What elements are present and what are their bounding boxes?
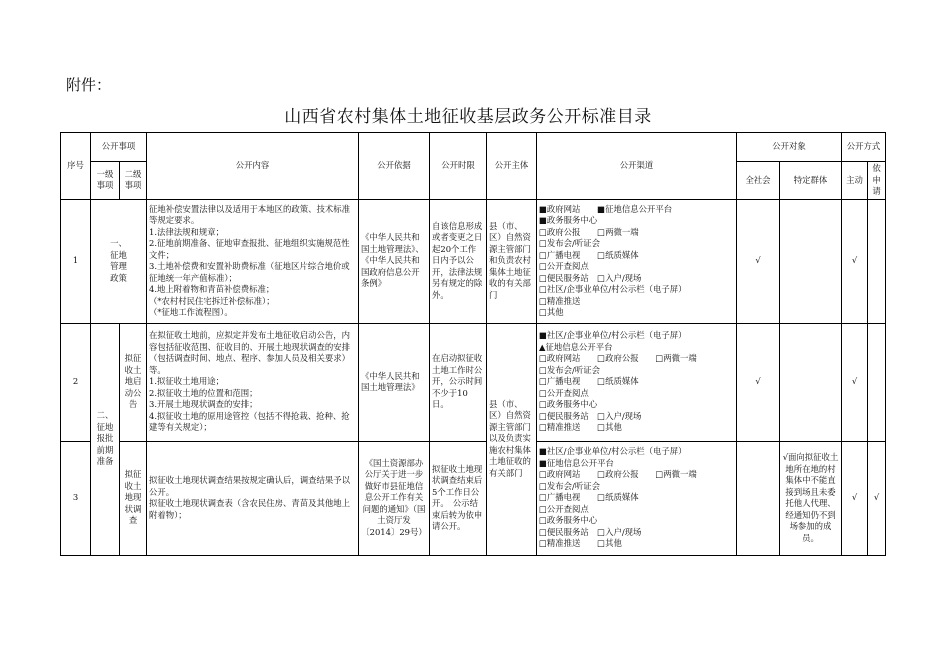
channel-option: ■社区/企事业单位/村公示栏（电子屏）	[539, 330, 687, 341]
header-basis: 公开依据	[359, 133, 430, 200]
header-seq: 序号	[61, 133, 91, 200]
row-time: 拟征收土地现状调查结束后5个工作日公开。 公示结束后转为依申请公开。	[430, 441, 487, 555]
row-basis: 《中华人民共和国土地管理法》	[359, 323, 430, 441]
row-channel	[537, 199, 737, 323]
header-level2: 二级 事项	[120, 162, 147, 200]
row-seq: 3	[61, 441, 91, 555]
channel-option: ■政务服务中心	[539, 215, 598, 225]
document-title: 山西省农村集体土地征收基层政务公开标准目录	[284, 107, 652, 127]
channel-option: ■征地信息公开平台	[539, 457, 614, 468]
attachment-label: 附件：	[66, 76, 112, 94]
row-society	[737, 441, 780, 555]
header-content: 公开内容	[147, 133, 359, 200]
header-target: 公开对象	[737, 133, 842, 162]
row-request	[868, 199, 886, 323]
header-active: 主动	[842, 162, 868, 200]
channel-option: □政府网站 □政府公报 □两微一端	[539, 353, 697, 364]
row-content: 征地补偿安置法律以及适用于本地区的政策、技术标准等规定要求。 1.法律法规和规章； 2.征地前期准备、征地审查报批、征地组织实施规范性文件； 3.土地补偿费和安置补助费标准（征地区片综合地价或征地统一年产值标准）； 4.地上附着物和青苗补偿费标准； （*农村村民住宅拆迁补偿标准）； （*征地工作流程图）。	[147, 199, 359, 323]
row-subject-merged: 县（市、区）自然资源主管部门以及负责实施农村集体土地征收的有关部门	[487, 323, 537, 555]
channel-option: □广播电视 □纸质媒体	[539, 376, 639, 387]
channel-option: □公开查阅点	[539, 261, 589, 271]
row-time: 自该信息形成或者变更之日起20个工作日内予以公开，法律法规另有规定的除外。	[430, 199, 487, 323]
channel-option: □政府网站 □政府公报 □两微一端	[539, 469, 697, 480]
channel-option: □社区/企事业单位/村公示栏（电子屏）	[539, 284, 687, 294]
header-subject: 公开主体	[487, 133, 537, 200]
header-items: 公开事项	[91, 133, 147, 162]
header-time: 公开时限	[430, 133, 487, 200]
channel-option: □公开查阅点	[539, 503, 589, 514]
row-level2: 拟征 收土 地启 动公 告	[120, 323, 147, 441]
channel-option: □其他	[539, 307, 564, 317]
header-group: 特定群体	[780, 162, 842, 200]
channel-option: □广播电视 □纸质媒体	[539, 249, 639, 260]
row-subject: 县（市、区）自然资源主管部门和负责农村集体土地征收的有关部门	[487, 199, 537, 323]
channel-option: ■社区/企事业单位/村公示栏（电子屏）	[539, 446, 687, 457]
channel-option: □精准推送 □其他	[539, 422, 622, 433]
channel-option: □发布会/听证会	[539, 480, 600, 491]
channel-option: □政务服务中心	[539, 399, 598, 410]
header-level1: 一级 事项	[91, 162, 120, 200]
table-row	[61, 323, 886, 441]
row-request: √	[868, 441, 886, 555]
row-society: √	[737, 199, 780, 323]
channel-option: □便民服务站 □入户/现场	[539, 272, 642, 283]
row-seq: 1	[61, 199, 91, 323]
header-society: 全社会	[737, 162, 780, 200]
row-active: √	[842, 323, 868, 441]
channel-option: ■政府网站 ■征地信息公开平台	[539, 203, 673, 214]
row-group	[780, 199, 842, 323]
row-group	[780, 323, 842, 441]
channel-option: □便民服务站 □入户/现场	[539, 526, 642, 537]
header-row-1	[61, 133, 886, 162]
standard-catalog-table	[60, 132, 886, 556]
channel-option: □便民服务站 □入户/现场	[539, 410, 642, 421]
channel-option: □精准推送	[539, 295, 581, 306]
row-content: 拟征收土地现状调查结果按规定确认后，调查结果予以公开。 拟征收土地现状调查表（含农民住房、青苗及其他地上附着物）；	[147, 441, 359, 555]
row-channel	[537, 323, 737, 441]
row-level1: 一、 征地 管理 政策	[91, 199, 147, 323]
table-row	[61, 441, 886, 555]
row-seq: 2	[61, 323, 91, 441]
channel-option: □政务服务中心	[539, 515, 598, 526]
row-level1-merged: 二、 征地 报批 前期 准备	[91, 323, 120, 555]
row-basis: 《中华人民共和国土地管理法》、《中华人民共和国政府信息公开条例》	[359, 199, 430, 323]
row-active: √	[842, 199, 868, 323]
channel-option: □精准推送 □其他	[539, 538, 622, 549]
row-request	[868, 323, 886, 441]
header-request: 依申请	[868, 162, 886, 200]
channel-option: □广播电视 □纸质媒体	[539, 492, 639, 503]
row-content: 在拟征收土地前，应拟定并发布土地征收启动公告，内容包括征收范围、征收目的、开展土地现状调查的安排（包括调查时间、地点、程序、参加人员及相关要求）等。 1.拟征收土地用途； 2.拟征收土地的位置和范围； 3.开展土地现状调查的安排； 4.拟征收土地的原用途管控（包括不得抢栽、抢种、抢建等有关规定）；	[147, 323, 359, 441]
channel-option: ▲征地信息公开平台	[539, 341, 613, 352]
table-row	[61, 199, 886, 323]
header-channel: 公开渠道	[537, 133, 737, 200]
row-society: √	[737, 323, 780, 441]
header-mode: 公开方式	[842, 133, 886, 162]
row-active: √	[842, 441, 868, 555]
channel-option: □公开查阅点	[539, 387, 589, 398]
row-group: √面向拟征收土地所在地的村集体中不能直接到场且未委托他人代理、经通知仍不到场参加的成员。	[780, 441, 842, 555]
row-basis: 《国土资源部办公厅关于进一步做好市县征地信息公开工作有关问题的通知》（国土资厅发〔2014〕29号）	[359, 441, 430, 555]
channel-option: □发布会/听证会	[539, 238, 600, 248]
row-time: 在启动拟征收土地工作时公开，公示时间不少于10日。	[430, 323, 487, 441]
row-level2: 拟征 收土 地现 状调 查	[120, 441, 147, 555]
channel-option: □发布会/听证会	[539, 364, 600, 375]
row-channel	[537, 441, 737, 555]
channel-option: □政府公报 □两微一端	[539, 226, 639, 237]
